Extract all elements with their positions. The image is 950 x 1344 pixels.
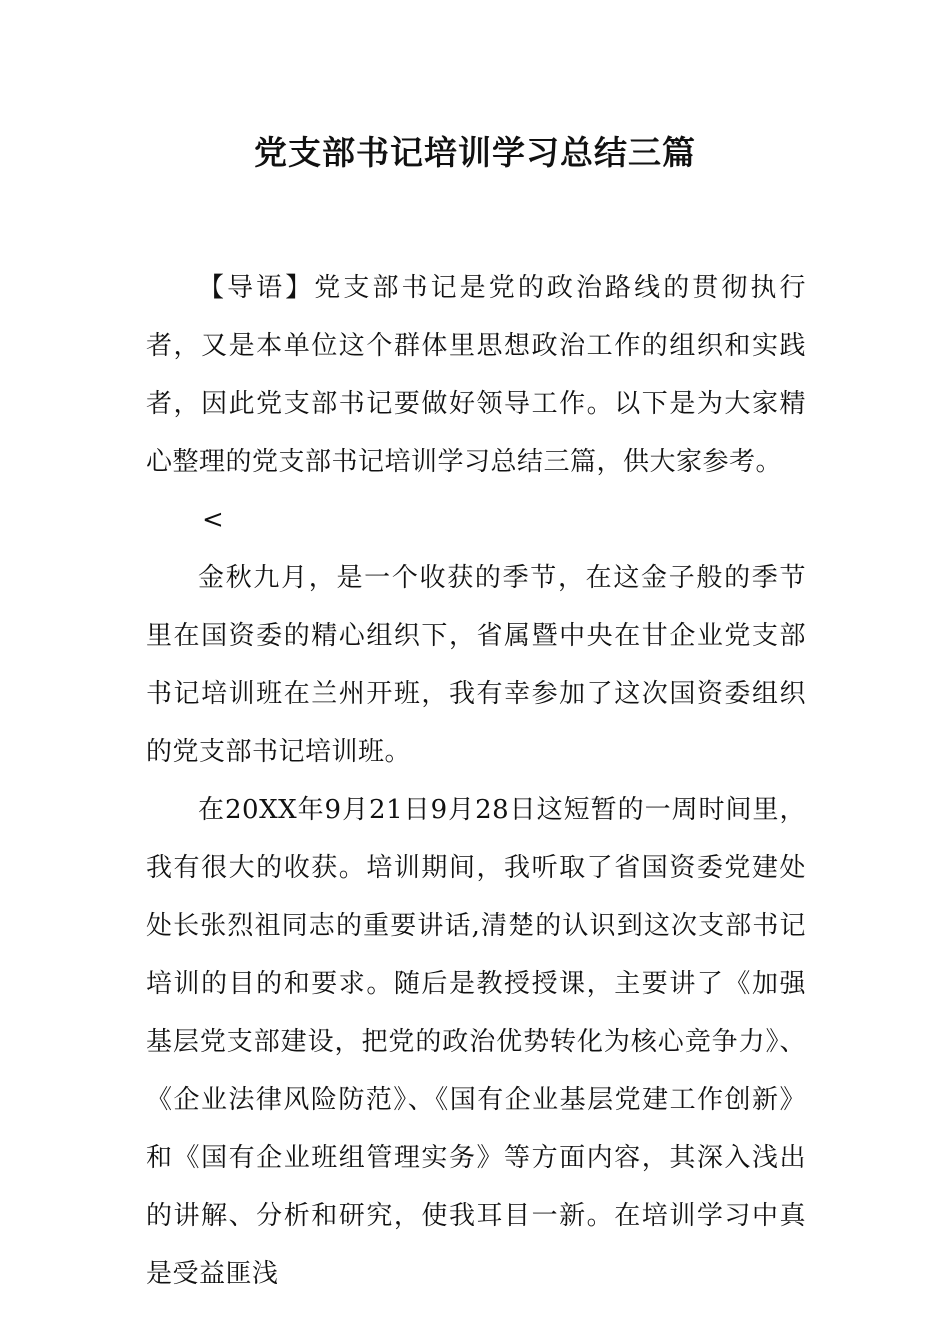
- paragraph-autumn: 金秋九月，是一个收获的季节，在这金子般的季节里在国资委的精心组织下，省属暨中央在甘企业党支部书记培训班在兰州开班，我有幸参加了这次国资委组织的党支部书记培训班。: [146, 563, 806, 767]
- paragraph-symbol: <: [202, 505, 225, 535]
- document-body: [146, 259, 806, 1303]
- paragraph-training: 在20XX年9月21日9月28日这短暂的一周时间里，我有很大的收获。培训期间，我听取了省国资委党建处处长张烈祖同志的重要讲话,清楚的认识到这次支部书记培训的目的和要求。随后是教授授课，主要讲了《加强基层党支部建设，把党的政治优势转化为核心竞争力》、《企业法律风险防范》、《国有企业基层党建工作创新》和《国有企业班组管理实务》等方面内容，其深入浅出的讲解、分析和研究，使我耳目一新。在培训学习中真是受益匪浅: [146, 795, 806, 1289]
- document-title: 党支部书记培训学习总结三篇: [254, 133, 696, 172]
- paragraph-intro: 【导语】党支部书记是党的政治路线的贯彻执行者，又是本单位这个群体里思想政治工作的组织和实践者，因此党支部书记要做好领导工作。以下是为大家精心整理的党支部书记培训学习总结三篇，供大家参考。: [146, 273, 806, 477]
